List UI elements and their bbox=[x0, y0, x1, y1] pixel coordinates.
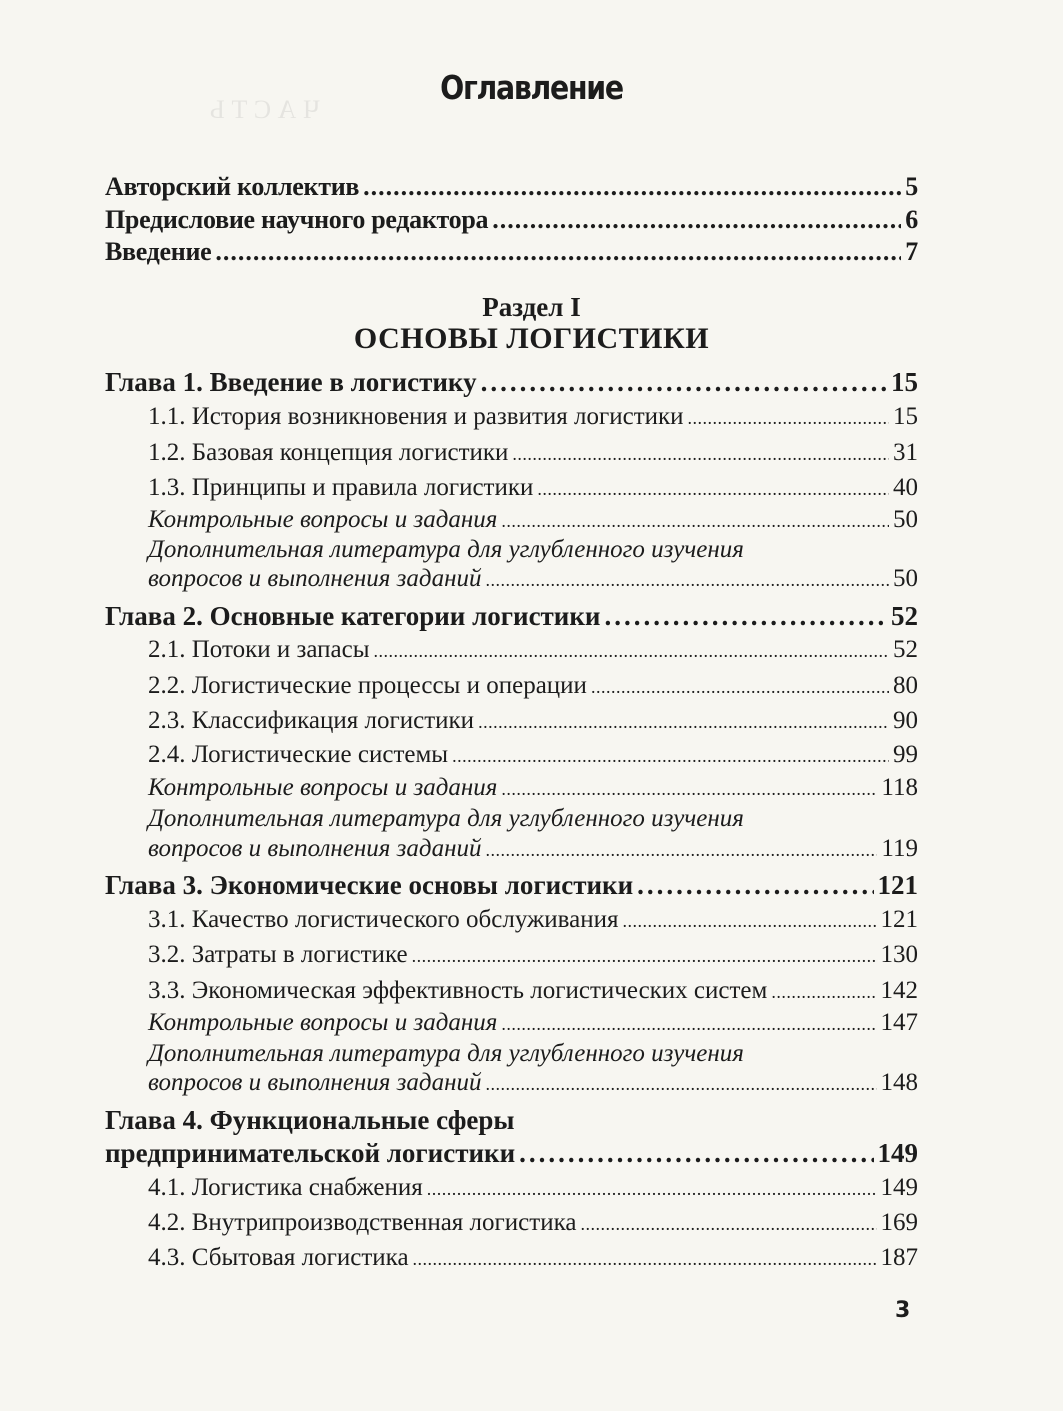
toc-page-number: 6 bbox=[905, 205, 918, 234]
dot-leader bbox=[604, 601, 887, 632]
toc-section[interactable] bbox=[148, 1244, 918, 1272]
dot-leader bbox=[771, 982, 876, 1003]
toc-page-number: 169 bbox=[880, 1209, 918, 1236]
toc-page-number: 50 bbox=[893, 565, 918, 592]
section-title: 2.2. Логистические процессы и операции bbox=[148, 672, 587, 699]
section-title: 3.1. Качество логистического обслуживания bbox=[148, 906, 619, 933]
toc-chapter-3[interactable] bbox=[105, 870, 918, 901]
dot-leader bbox=[215, 237, 901, 267]
questions-title: Контрольные вопросы и задания bbox=[148, 774, 498, 801]
toc-page-number: 52 bbox=[891, 601, 918, 631]
dot-leader bbox=[622, 911, 876, 932]
dot-leader bbox=[580, 1214, 876, 1235]
toc-literature[interactable] bbox=[148, 565, 918, 593]
dot-leader bbox=[373, 641, 889, 662]
section-title: 4.3. Сбытовая логистика bbox=[148, 1244, 409, 1271]
toc-section[interactable] bbox=[148, 906, 918, 934]
toc-section[interactable] bbox=[148, 1174, 918, 1202]
toc-entry-text: Предисловие научного редактора bbox=[105, 205, 489, 234]
dot-leader bbox=[519, 1138, 873, 1169]
section-title: 2.3. Классификация логистики bbox=[148, 707, 475, 734]
dot-leader bbox=[688, 408, 889, 429]
dot-leader bbox=[485, 840, 877, 861]
toc-section[interactable] bbox=[148, 474, 918, 502]
toc-chapter-1[interactable] bbox=[105, 367, 918, 398]
toc-section[interactable] bbox=[148, 1209, 918, 1237]
toc-entry-authors[interactable] bbox=[105, 172, 918, 202]
part-name: ОСНОВЫ ЛОГИСТИКИ bbox=[353, 322, 710, 355]
toc-page-number: 149 bbox=[880, 1174, 918, 1201]
show-through-text: Ч А С Т Ь bbox=[210, 95, 320, 124]
literature-title-line1: Дополнительная литература для углубленного изучения bbox=[148, 805, 744, 832]
dot-leader bbox=[501, 511, 889, 532]
dot-leader bbox=[537, 479, 889, 500]
dot-leader bbox=[478, 712, 889, 733]
dot-leader bbox=[412, 946, 877, 967]
toc-entry-preface[interactable] bbox=[105, 205, 918, 235]
toc-page-number: 149 bbox=[877, 1138, 918, 1168]
toc-section[interactable] bbox=[148, 707, 918, 735]
toc-questions[interactable] bbox=[148, 1009, 918, 1037]
section-title: 1.2. Базовая концепция логистики bbox=[148, 439, 509, 466]
dot-leader bbox=[363, 172, 901, 202]
literature-title-line1: Дополнительная литература для углубленного изучения bbox=[148, 1040, 744, 1067]
page-number: 3 bbox=[895, 1298, 911, 1323]
toc-page-number: 130 bbox=[880, 941, 918, 968]
part-label: Раздел I bbox=[482, 292, 581, 322]
toc-chapter-2[interactable] bbox=[105, 601, 918, 632]
toc-section[interactable] bbox=[148, 403, 918, 431]
dot-leader bbox=[413, 1249, 877, 1270]
questions-title: Контрольные вопросы и задания bbox=[148, 1009, 498, 1036]
dot-leader bbox=[501, 1014, 876, 1035]
toc-page-number: 118 bbox=[881, 774, 918, 801]
toc-page-number: 31 bbox=[893, 439, 918, 466]
chapter-title-line1: Глава 4. Функциональные сферы bbox=[105, 1105, 515, 1135]
toc-page-number: 80 bbox=[893, 672, 918, 699]
toc-page-number: 5 bbox=[905, 172, 918, 201]
toc-questions[interactable] bbox=[148, 506, 918, 534]
toc-literature[interactable] bbox=[148, 1069, 918, 1097]
dot-leader bbox=[427, 1179, 877, 1200]
toc-page-number: 7 bbox=[905, 237, 918, 266]
toc-literature[interactable] bbox=[148, 835, 918, 863]
toc-questions[interactable] bbox=[148, 774, 918, 802]
section-title: 3.2. Затраты в логистике bbox=[148, 941, 408, 968]
dot-leader bbox=[591, 677, 889, 698]
toc-section[interactable] bbox=[148, 741, 918, 769]
chapter-title: Глава 2. Основные категории логистики bbox=[105, 601, 601, 631]
section-title: 2.1. Потоки и запасы bbox=[148, 636, 370, 663]
toc-page-number: 90 bbox=[893, 707, 918, 734]
literature-title-line1: Дополнительная литература для углубленного изучения bbox=[148, 536, 744, 563]
toc-page-number: 121 bbox=[880, 906, 918, 933]
chapter-title: Глава 1. Введение в логистику bbox=[105, 367, 477, 397]
toc-page-number: 121 bbox=[877, 870, 918, 900]
toc-page-number: 40 bbox=[893, 474, 918, 501]
toc-page-number: 119 bbox=[881, 835, 918, 862]
section-title: 1.1. История возникновения и развития логистики bbox=[148, 403, 684, 430]
toc-section[interactable] bbox=[148, 941, 918, 969]
toc-page-number: 187 bbox=[880, 1244, 918, 1271]
toc-entry-introduction[interactable] bbox=[105, 237, 918, 267]
toc-page-number: 99 bbox=[893, 741, 918, 768]
literature-title-line2: вопросов и выполнения заданий bbox=[148, 565, 482, 592]
page-title: Оглавление bbox=[440, 68, 623, 107]
section-title: 2.4. Логистические системы bbox=[148, 741, 449, 768]
toc-page-number: 147 bbox=[880, 1009, 918, 1036]
dot-leader bbox=[492, 205, 901, 235]
toc-section[interactable] bbox=[148, 672, 918, 700]
toc-section[interactable] bbox=[148, 636, 918, 664]
toc-entry-text: Авторский коллектив bbox=[105, 172, 360, 201]
toc-entry-text: Введение bbox=[105, 237, 212, 266]
dot-leader bbox=[481, 367, 887, 398]
section-title: 3.3. Экономическая эффективность логистических систем bbox=[148, 977, 768, 1004]
toc-section[interactable] bbox=[148, 439, 918, 467]
section-title: 1.3. Принципы и правила логистики bbox=[148, 474, 534, 501]
literature-title-line2: вопросов и выполнения заданий bbox=[148, 1069, 482, 1096]
dot-leader bbox=[485, 1074, 876, 1095]
toc-chapter-4[interactable] bbox=[105, 1138, 918, 1169]
toc-page-number: 15 bbox=[893, 403, 918, 430]
literature-title-line2: вопросов и выполнения заданий bbox=[148, 835, 482, 862]
dot-leader bbox=[637, 870, 873, 901]
toc-page-number: 50 bbox=[893, 506, 918, 533]
dot-leader bbox=[485, 570, 889, 591]
toc-page-number: 142 bbox=[880, 977, 918, 1004]
section-title: 4.2. Внутрипроизводственная логистика bbox=[148, 1209, 577, 1236]
dot-leader bbox=[512, 444, 889, 465]
toc-page-number: 52 bbox=[893, 636, 918, 663]
toc-section[interactable] bbox=[148, 977, 918, 1005]
chapter-title-line2: предпринимательской логистики bbox=[105, 1138, 516, 1168]
section-title: 4.1. Логистика снабжения bbox=[148, 1174, 423, 1201]
dot-leader bbox=[501, 779, 877, 800]
questions-title: Контрольные вопросы и задания bbox=[148, 506, 498, 533]
toc-page-number: 15 bbox=[891, 367, 918, 397]
toc-page-number: 148 bbox=[880, 1069, 918, 1096]
dot-leader bbox=[452, 746, 889, 767]
chapter-title: Глава 3. Экономические основы логистики bbox=[105, 870, 634, 900]
